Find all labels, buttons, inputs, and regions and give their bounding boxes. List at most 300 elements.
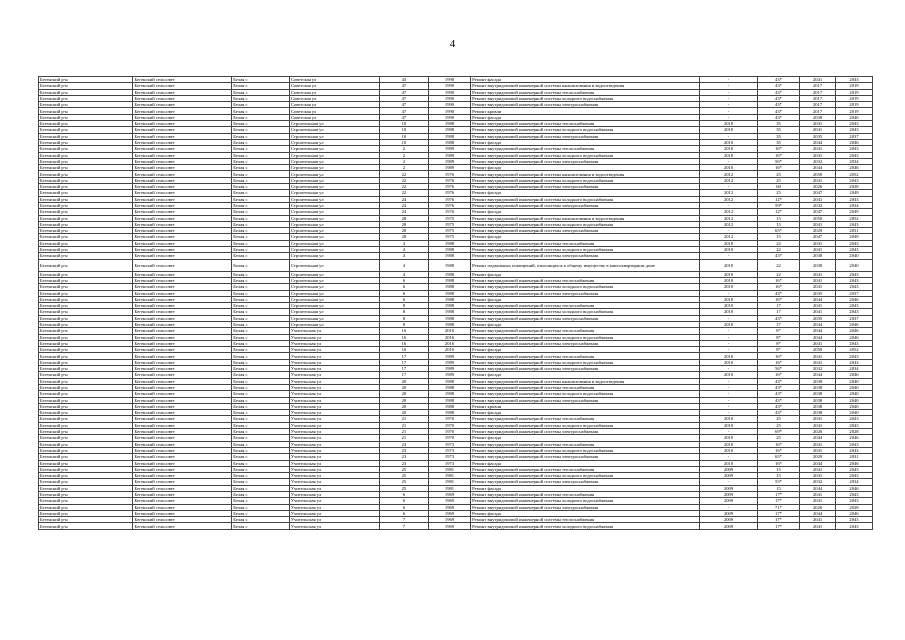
cell-district: Бегенский р-н [39, 441, 133, 447]
cell-from: 2032 [800, 479, 836, 485]
cell-to: 2043 [836, 177, 873, 183]
cell-to: 2046 [836, 139, 873, 145]
cell-settlement: Бегенский сельсовет [133, 240, 232, 246]
cell-street: Строительная ул [289, 177, 379, 183]
cell-house: 47 [379, 114, 428, 120]
cell-done: 2009 [700, 473, 758, 479]
cell-wear: 8* [757, 347, 799, 353]
cell-house: 25 [379, 466, 428, 472]
cell-settlement: Бегенский сельсовет [133, 422, 232, 428]
cell-locality: Белая с [232, 315, 290, 321]
cell-work: Ремонт внутридомовой инженерной системы холодного водоснабжения [471, 95, 700, 101]
cell-from: 2041 [800, 422, 836, 428]
cell-house: 16 [379, 334, 428, 340]
cell-year: 1976 [428, 209, 470, 215]
cell-street: Учительская ул [289, 366, 379, 372]
cell-to: 2040 [836, 114, 873, 120]
cell-work: Ремонт фасада [471, 485, 700, 491]
cell-house: 24 [379, 209, 428, 215]
cell-house: 6 [379, 498, 428, 504]
cell-settlement: Бегенский сельсовет [133, 165, 232, 171]
cell-work: Ремонт внутридомовой инженерной системы электроснабжения [471, 397, 700, 403]
cell-street: Учительская ул [289, 473, 379, 479]
cell-locality: Белая с [232, 454, 290, 460]
cell-wear: 17* [757, 492, 799, 498]
cell-done: 2012 [700, 209, 758, 215]
cell-district: Бегенский р-н [39, 366, 133, 372]
cell-from: 2038 [800, 384, 836, 390]
cell-from: 2038 [800, 391, 836, 397]
cell-from: 2041 [800, 146, 836, 152]
cell-street: Советская ул [289, 95, 379, 101]
cell-to: 2046 [836, 296, 873, 302]
cell-work: Ремонт фасада [471, 165, 700, 171]
cell-done: 2009 [700, 523, 758, 529]
cell-year: 1988 [428, 240, 470, 246]
cell-settlement: Бегенский сельсовет [133, 334, 232, 340]
cell-wear: 17* [757, 510, 799, 516]
cell-year: 1988 [428, 321, 470, 327]
cell-wear: 17* [757, 517, 799, 523]
cell-done: 2010 [700, 240, 758, 246]
cell-work: Ремонт фасада [471, 321, 700, 327]
cell-done: - [700, 366, 758, 372]
cell-wear: 16* [757, 284, 799, 290]
cell-wear: 56* [757, 158, 799, 164]
cell-year: 1969 [428, 498, 470, 504]
cell-to: 2043 [836, 309, 873, 315]
cell-year: 1989 [428, 353, 470, 359]
cell-street: Учительская ул [289, 340, 379, 346]
cell-house: 47 [379, 89, 428, 95]
cell-to: 2043 [836, 441, 873, 447]
cell-to: 2049 [836, 190, 873, 196]
cell-settlement: Бегенский сельсовет [133, 347, 232, 353]
cell-from: 2044 [800, 435, 836, 441]
cell-from: 2041 [800, 284, 836, 290]
cell-settlement: Бегенский сельсовет [133, 146, 232, 152]
cell-house: 4 [379, 271, 428, 277]
cell-district: Бегенский р-н [39, 296, 133, 302]
cell-settlement: Бегенский сельсовет [133, 328, 232, 334]
cell-district: Бегенский р-н [39, 133, 133, 139]
cell-street: Строительная ул [289, 165, 379, 171]
cell-from: 2041 [800, 359, 836, 365]
cell-house: 20 [379, 378, 428, 384]
cell-work: Ремонт внутридомовой инженерной системы холодного водоснабжения [471, 284, 700, 290]
cell-from: 2038 [800, 253, 836, 259]
cell-settlement: Бегенский сельсовет [133, 296, 232, 302]
cell-year: 1988 [428, 315, 470, 321]
cell-settlement: Бегенский сельсовет [133, 416, 232, 422]
cell-wear: 16* [757, 152, 799, 158]
cell-done: 2010 [700, 353, 758, 359]
cell-work: Ремонт внутридомовой инженерной системы электроснабжения [471, 479, 700, 485]
cell-year: 1975 [428, 228, 470, 234]
cell-settlement: Бегенский сельсовет [133, 284, 232, 290]
cell-year: 1988 [428, 127, 470, 133]
cell-settlement: Бегенский сельсовет [133, 177, 232, 183]
cell-house: 4 [379, 253, 428, 259]
cell-done: 2010 [700, 152, 758, 158]
cell-work: Ремонт внутридомовой инженерной системы холодного водоснабжения [471, 152, 700, 158]
cell-locality: Белая с [232, 321, 290, 327]
cell-district: Бегенский р-н [39, 303, 133, 309]
cell-district: Бегенский р-н [39, 209, 133, 215]
cell-to: 2040 [836, 397, 873, 403]
cell-street: Советская ул [289, 102, 379, 108]
cell-settlement: Бегенский сельсовет [133, 523, 232, 529]
cell-work: Ремонт внутридомовой инженерной системы холодного водоснабжения [471, 447, 700, 453]
cell-house: 4 [379, 240, 428, 246]
cell-from: 2044 [800, 139, 836, 145]
cell-district: Бегенский р-н [39, 171, 133, 177]
cell-street: Строительная ул [289, 152, 379, 158]
cell-settlement: Бегенский сельсовет [133, 340, 232, 346]
cell-wear: 43* [757, 83, 799, 89]
cell-done: 2010 [700, 165, 758, 171]
cell-district: Бегенский р-н [39, 158, 133, 164]
cell-year: 1988 [428, 259, 470, 271]
cell-wear: 43* [757, 290, 799, 296]
cell-done: 2010 [700, 303, 758, 309]
cell-to: 2019 [836, 83, 873, 89]
cell-to: 2043 [836, 517, 873, 523]
cell-locality: Белая с [232, 347, 290, 353]
cell-street: Учительская ул [289, 359, 379, 365]
cell-district: Бегенский р-н [39, 422, 133, 428]
cell-wear: 22 [757, 271, 799, 277]
cell-done: 2010 [700, 422, 758, 428]
cell-to: 2034 [836, 366, 873, 372]
cell-wear: 43* [757, 77, 799, 83]
cell-street: Строительная ул [289, 259, 379, 271]
cell-wear: 17 [757, 321, 799, 327]
cell-to: 2043 [836, 221, 873, 227]
cell-district: Бегенский р-н [39, 196, 133, 202]
cell-locality: Белая с [232, 184, 290, 190]
cell-wear: 43* [757, 403, 799, 409]
cell-house: 17 [379, 359, 428, 365]
cell-from: 2032 [800, 366, 836, 372]
cell-to: 2040 [836, 259, 873, 271]
cell-district: Бегенский р-н [39, 152, 133, 158]
cell-locality: Белая с [232, 108, 290, 114]
cell-district: Бегенский р-н [39, 510, 133, 516]
cell-done: - [700, 133, 758, 139]
cell-from: 2026 [800, 504, 836, 510]
cell-done: 2009 [700, 466, 758, 472]
cell-year: 1981 [428, 466, 470, 472]
cell-house: 23 [379, 454, 428, 460]
cell-house: 28 [379, 228, 428, 234]
cell-to: 2043 [836, 473, 873, 479]
cell-house: 25 [379, 485, 428, 491]
cell-settlement: Бегенский сельсовет [133, 228, 232, 234]
cell-street: Строительная ул [289, 234, 379, 240]
cell-locality: Белая с [232, 504, 290, 510]
cell-house: 47 [379, 108, 428, 114]
cell-house: 6 [379, 277, 428, 283]
cell-district: Бегенский р-н [39, 309, 133, 315]
cell-street: Строительная ул [289, 309, 379, 315]
cell-house: 28 [379, 221, 428, 227]
cell-locality: Белая с [232, 340, 290, 346]
cell-house: 47 [379, 95, 428, 101]
cell-district: Бегенский р-н [39, 485, 133, 491]
cell-locality: Белая с [232, 485, 290, 491]
cell-settlement: Бегенский сельсовет [133, 315, 232, 321]
cell-wear: 25 [757, 171, 799, 177]
cell-done: - [700, 290, 758, 296]
cell-locality: Белая с [232, 83, 290, 89]
cell-street: Учительская ул [289, 328, 379, 334]
cell-to: 2040 [836, 403, 873, 409]
cell-locality: Белая с [232, 473, 290, 479]
cell-work: Ремонт фасада [471, 114, 700, 120]
cell-settlement: Бегенский сельсовет [133, 504, 232, 510]
cell-wear: 53* [757, 479, 799, 485]
cell-to: 2046 [836, 485, 873, 491]
cell-wear: 60 [757, 184, 799, 190]
cell-district: Бегенский р-н [39, 190, 133, 196]
cell-locality: Белая с [232, 228, 290, 234]
cell-from: 2050 [800, 215, 836, 221]
cell-wear: 25 [757, 177, 799, 183]
cell-done: - [700, 403, 758, 409]
cell-locality: Белая с [232, 334, 290, 340]
cell-locality: Белая с [232, 271, 290, 277]
cell-year: 1969 [428, 510, 470, 516]
cell-work: Ремонт внутридомовой инженерной системы холодного водоснабжения [471, 523, 700, 529]
cell-done: - [700, 397, 758, 403]
cell-to: 2046 [836, 510, 873, 516]
cell-work: Ремонт внутридомовой инженерной системы теплоснабжения [471, 121, 700, 127]
cell-locality: Белая с [232, 121, 290, 127]
cell-wear: 43* [757, 89, 799, 95]
cell-district: Бегенский р-н [39, 479, 133, 485]
cell-done: - [700, 102, 758, 108]
cell-house: 17 [379, 372, 428, 378]
cell-done: - [700, 391, 758, 397]
cell-street: Учительская ул [289, 517, 379, 523]
cell-to: 2028 [836, 504, 873, 510]
cell-street: Строительная ул [289, 221, 379, 227]
cell-locality: Белая с [232, 247, 290, 253]
cell-wear: 17 [757, 309, 799, 315]
cell-wear: 43* [757, 95, 799, 101]
cell-locality: Белая с [232, 171, 290, 177]
cell-year: 1990 [428, 89, 470, 95]
cell-to: 2043 [836, 340, 873, 346]
cell-to: 2046 [836, 321, 873, 327]
cell-settlement: Бегенский сельсовет [133, 397, 232, 403]
cell-district: Бегенский р-н [39, 315, 133, 321]
cell-locality: Белая с [232, 517, 290, 523]
cell-street: Строительная ул [289, 133, 379, 139]
cell-settlement: Бегенский сельсовет [133, 384, 232, 390]
cell-street: Учительская ул [289, 384, 379, 390]
cell-locality: Белая с [232, 215, 290, 221]
cell-house: 16 [379, 340, 428, 346]
cell-work: Ремонт внутридомовой инженерной системы теплоснабжения [471, 328, 700, 334]
cell-from: 2041 [800, 309, 836, 315]
cell-settlement: Бегенский сельсовет [133, 121, 232, 127]
cell-house: 2 [379, 158, 428, 164]
cell-work: Ремонт внутридомовой инженерной системы теплоснабжения [471, 89, 700, 95]
cell-work: Ремонт внутридомовой инженерной системы электроснабжения [471, 290, 700, 296]
cell-wear: 17* [757, 523, 799, 529]
cell-house: 6 [379, 492, 428, 498]
cell-settlement: Бегенский сельсовет [133, 441, 232, 447]
cell-year: 2016 [428, 347, 470, 353]
cell-work: Ремонт внутридомовой инженерной системы электроснабжения [471, 253, 700, 259]
cell-from: 2041 [800, 277, 836, 283]
cell-street: Строительная ул [289, 247, 379, 253]
cell-work: Ремонт внутридомовой инженерной системы электроснабжения [471, 315, 700, 321]
cell-from: 2041 [800, 303, 836, 309]
cell-done: - [700, 95, 758, 101]
cell-wear: 16* [757, 146, 799, 152]
cell-wear: 25 [757, 416, 799, 422]
cell-from: 2032 [800, 158, 836, 164]
cell-work: Ремонт внутридомовой инженерной системы теплоснабжения [471, 384, 700, 390]
cell-street: Учительская ул [289, 347, 379, 353]
cell-street: Учительская ул [289, 454, 379, 460]
cell-wear: 35 [757, 133, 799, 139]
cell-year: 1976 [428, 171, 470, 177]
cell-wear: 35 [757, 139, 799, 145]
cell-work: Ремонт внутридомовой инженерной системы канализования и водоотведения [471, 378, 700, 384]
cell-year: 1989 [428, 152, 470, 158]
cell-locality: Белая с [232, 259, 290, 271]
cell-year: 1989 [428, 158, 470, 164]
cell-house: 6 [379, 284, 428, 290]
cell-to: 2040 [836, 391, 873, 397]
cell-to: 2031 [836, 228, 873, 234]
cell-locality: Белая с [232, 366, 290, 372]
cell-district: Бегенский р-н [39, 146, 133, 152]
cell-locality: Белая с [232, 435, 290, 441]
cell-year: 2016 [428, 328, 470, 334]
cell-locality: Белая с [232, 221, 290, 227]
cell-locality: Белая с [232, 378, 290, 384]
cell-house: 20 [379, 410, 428, 416]
cell-district: Бегенский р-н [39, 121, 133, 127]
cell-district: Бегенский р-н [39, 328, 133, 334]
cell-house: 7 [379, 517, 428, 523]
cell-wear: 69* [757, 429, 799, 435]
cell-district: Бегенский р-н [39, 378, 133, 384]
cell-year: 1988 [428, 271, 470, 277]
cell-house: 17 [379, 366, 428, 372]
cell-year: 1989 [428, 359, 470, 365]
cell-to: 2046 [836, 460, 873, 466]
cell-from: 2041 [800, 441, 836, 447]
cell-done: 2010 [700, 127, 758, 133]
cell-street: Учительская ул [289, 492, 379, 498]
cell-street: Строительная ул [289, 215, 379, 221]
cell-done: 2010 [700, 247, 758, 253]
cell-locality: Белая с [232, 95, 290, 101]
cell-street: Строительная ул [289, 190, 379, 196]
cell-locality: Белая с [232, 479, 290, 485]
cell-work: Ремонт внутридомовой инженерной системы теплоснабжения [471, 146, 700, 152]
cell-year: 1988 [428, 247, 470, 253]
cell-done: - [700, 83, 758, 89]
cell-year: 1975 [428, 215, 470, 221]
cell-from: 2044 [800, 510, 836, 516]
cell-district: Бегенский р-н [39, 77, 133, 83]
cell-district: Бегенский р-н [39, 403, 133, 409]
cell-wear: 15 [757, 485, 799, 491]
cell-house: 6 [379, 290, 428, 296]
cell-work: Ремонт внутридомовой инженерной системы электроснабжения [471, 158, 700, 164]
cell-year: 1988 [428, 139, 470, 145]
cell-to: 2043 [836, 498, 873, 504]
cell-work: Ремонт внутридомовой инженерной системы электроснабжения [471, 454, 700, 460]
cell-district: Бегенский р-н [39, 473, 133, 479]
cell-from: 2041 [800, 240, 836, 246]
cell-to: 2028 [836, 184, 873, 190]
cell-locality: Белая с [232, 460, 290, 466]
cell-street: Советская ул [289, 108, 379, 114]
cell-settlement: Бегенский сельсовет [133, 321, 232, 327]
cell-to: 2034 [836, 202, 873, 208]
cell-locality: Белая с [232, 384, 290, 390]
cell-wear: 25 [757, 190, 799, 196]
cell-district: Бегенский р-н [39, 221, 133, 227]
cell-from: 2038 [800, 397, 836, 403]
cell-locality: Белая с [232, 77, 290, 83]
cell-wear: 8* [757, 328, 799, 334]
cell-house: 28 [379, 234, 428, 240]
cell-done: - [700, 340, 758, 346]
cell-year: 1988 [428, 410, 470, 416]
cell-work: Ремонт фасада [471, 296, 700, 302]
cell-work: Ремонт внутридомовой инженерной системы теплоснабжения [471, 492, 700, 498]
cell-work: Ремонт внутридомовой инженерной системы электроснабжения [471, 340, 700, 346]
cell-work: Ремонт внутридомовой инженерной системы теплоснабжения [471, 416, 700, 422]
cell-wear: 65* [757, 454, 799, 460]
cell-locality: Белая с [232, 165, 290, 171]
cell-street: Строительная ул [289, 121, 379, 127]
cell-district: Бегенский р-н [39, 410, 133, 416]
cell-house: 10 [379, 127, 428, 133]
cell-year: 1990 [428, 83, 470, 89]
cell-from: 2032 [800, 202, 836, 208]
cell-house: 6 [379, 504, 428, 510]
cell-wear: 56* [757, 366, 799, 372]
cell-wear: 16* [757, 353, 799, 359]
cell-to: 2043 [836, 277, 873, 283]
cell-done: 2010 [700, 359, 758, 365]
cell-house: 2 [379, 146, 428, 152]
cell-done: 2009 [700, 498, 758, 504]
cell-locality: Белая с [232, 410, 290, 416]
cell-street: Учительская ул [289, 510, 379, 516]
cell-street: Учительская ул [289, 353, 379, 359]
cell-done: - [700, 504, 758, 510]
cell-house: 24 [379, 202, 428, 208]
cell-year: 1989 [428, 146, 470, 152]
cell-done: - [700, 202, 758, 208]
cell-settlement: Бегенский сельсовет [133, 127, 232, 133]
cell-house: 43 [379, 77, 428, 83]
page-number: 4 [449, 38, 456, 50]
cell-district: Бегенский р-н [39, 340, 133, 346]
cell-house: 21 [379, 422, 428, 428]
